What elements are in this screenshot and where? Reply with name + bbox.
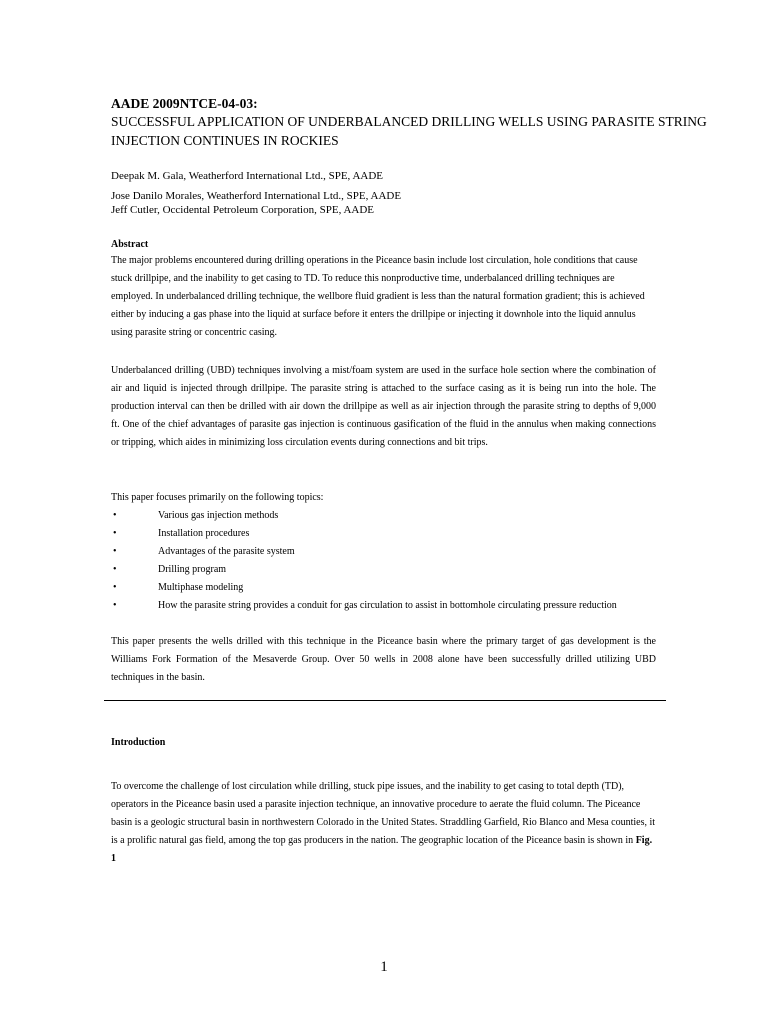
introduction-paragraph <box>111 778 656 868</box>
abstract-paragraph: Underbalanced drilling (UBD) techniques involving a mist/foam system are used in the surface hole section where the combination of air and liquid is injected through drillpipe. The parasite string is attached to the surface casing as it is being run into the hole. The production interval can then be drilled with air down the drillpipe as well as air injection through the parasite string to depths of 9,000 ft. One of the chief advantages of parasite gas injection is continuous gasification of the fluid in the annulus when making connections or tripping, which aides in minimizing loss circulation events during connections and bit trips. <box>111 365 656 448</box>
topic-text: How the parasite string provides a conduit for gas circulation to assist in bottomhole circulating pressure reduction <box>158 600 617 611</box>
topics-intro: This paper focuses primarily on the following topics: <box>111 492 324 503</box>
paper-code: AADE 2009NTCE-04-03 <box>111 96 254 111</box>
author-line: Jose Danilo Morales, Weatherford International Ltd., SPE, AADE <box>111 190 402 202</box>
topic-item <box>111 579 656 597</box>
abstract-paragraph: The major problems encountered during drilling operations in the Piceance basin include lost circulation, hole conditions that cause stuck drillpipe, and the inability to get casing to TD. To reduce this nonproductive time, underbalanced drilling techniques are employed. In underbalanced drilling technique, the wellbore fluid gradient is less than the natural formation gradient; this is achieved either by inducing a gas phase into the liquid at surface before it enters the drillpipe or injecting it downhole into the liquid annulus using parasite string or concentric casing. <box>111 255 645 338</box>
paper-title: SUCCESSFUL APPLICATION OF UNDERBALANCED DRILLING WELLS USING PARASITE STRING INJECTION CONTINUES IN ROCKIES <box>111 114 707 148</box>
author-list <box>111 169 401 217</box>
bullet-icon: • <box>113 564 117 575</box>
topic-text: Multiphase modeling <box>158 582 244 593</box>
author-line: Jeff Cutler, Occidental Petroleum Corporation, SPE, AADE <box>111 204 375 216</box>
author-line: Deepak M. Gala, Weatherford International Ltd., SPE, AADE <box>111 170 384 182</box>
paper-code-suffix: : <box>253 96 258 111</box>
topic-item <box>111 507 656 525</box>
section-divider <box>104 700 666 701</box>
bullet-icon: • <box>113 528 117 539</box>
topic-item <box>111 543 656 561</box>
bullet-icon: • <box>113 546 117 557</box>
topic-text: Installation procedures <box>158 528 250 539</box>
bullet-icon: • <box>113 582 117 593</box>
topic-text: Various gas injection methods <box>158 510 279 521</box>
page-number: 1 <box>380 959 388 975</box>
topic-text: Drilling program <box>158 564 227 575</box>
topic-text: Advantages of the parasite system <box>158 546 295 557</box>
introduction-heading: Introduction <box>111 737 166 748</box>
abstract-heading: Abstract <box>111 239 149 250</box>
abstract-paragraph: This paper presents the wells drilled with this technique in the Piceance basin where the primary target of gas development is the Williams Fork Formation of the Mesaverde Group. Over 50 wells in 2008 alone have been successfully drilled utilizing UBD techniques in the basin. <box>111 636 656 683</box>
bullet-icon: • <box>113 600 117 611</box>
bullet-icon: • <box>113 510 117 521</box>
figure-reference: Fig. 1 <box>111 835 653 864</box>
topic-item <box>111 561 656 579</box>
topics-list <box>111 507 656 615</box>
paper-code-line <box>111 96 258 112</box>
topic-item <box>111 597 656 615</box>
introduction-text: To overcome the challenge of lost circulation while drilling, stuck pipe issues, and the inability to get casing to total depth (TD), operators in the Piceance basin used a parasite injection technique, an innovative procedure to aerate the fluid column. The Piceance basin is a geologic structural basin in northwestern Colorado in the United States. Straddling Garfield, Rio Blanco and Mesa counties, it is a prolific natural gas field, among the top gas producers in the nation. The geographic location of the Piceance basin is shown in <box>111 781 656 846</box>
topic-item <box>111 525 656 543</box>
